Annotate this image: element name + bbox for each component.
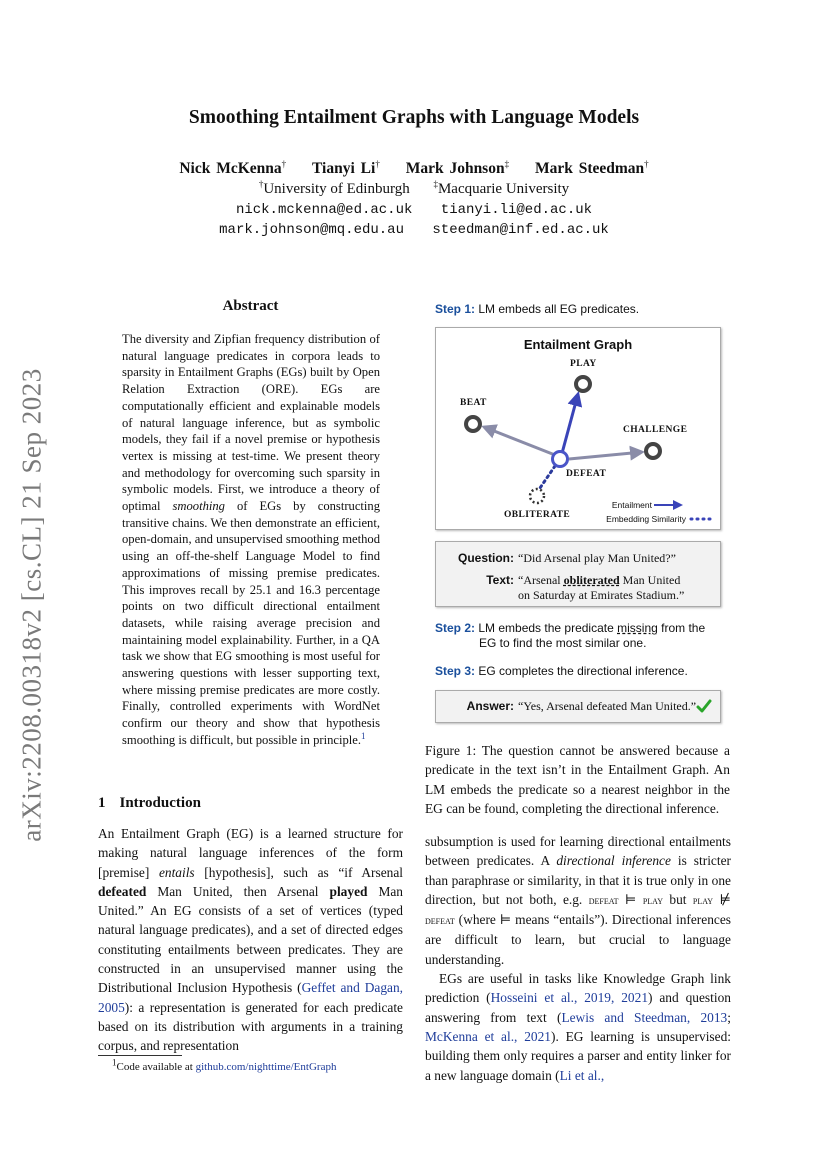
figure-caption: Figure 1: The question cannot be answered because a predicate in the text isn’t in the Entailment Graph. An LM embeds the predicate so a nearest neighbor in the EG can be found, completing the directional inference. (425, 743, 730, 816)
citation-link[interactable]: Lewis and Steedman, 2013 (561, 1009, 728, 1025)
emails-row-1 (0, 202, 828, 218)
node-label: CHALLENGE (623, 425, 688, 435)
citation-link[interactable]: Hosseini et al., 2019, 2021 (490, 990, 649, 1006)
emails-row-2 (0, 222, 828, 238)
author-list (0, 160, 828, 178)
footnote-rule (98, 1055, 182, 1056)
paper-title: Smoothing Entailment Graphs with Language Models (188, 107, 640, 128)
node-label: PLAY (570, 359, 597, 369)
arxiv-sidebar (12, 360, 52, 850)
answer-text: “Yes, Arsenal defeated Man United.” (518, 699, 697, 713)
answer-panel (435, 690, 721, 723)
author: Tianyi Li† (312, 158, 380, 177)
intro-paragraph-right: subsumption is used for learning directional entailments between predicates. A directional inference is stricter than paraphrase or similarity, in that it is true only in one direction, but not both, e.g. defeat ⊨ play but play ⊭ defeat (where ⊨ means “entails”). Directional inferences are difficult to learn, but crucial to language understanding. EGs are useful in tasks like Knowledge Graph link prediction (Hosseini et al., 2019, 2021) and question answering from text (Lewis and Steedman, 2013; McKenna et al., 2021). EG learning is unsupervised: building them only requires a parser and entity linker for a new language domain (Li et al., (425, 834, 732, 1083)
step-2: Step 2: LM embeds the predicate missing from the EG to find the most similar one. (435, 621, 706, 650)
affiliation: †University of Edinburgh (258, 179, 410, 197)
step-3: Step 3: EG completes the directional inference. (435, 664, 688, 678)
graph-title: Entailment Graph (523, 337, 633, 352)
node-label: BEAT (460, 398, 487, 408)
node-label: DEFEAT (566, 469, 607, 479)
node-play (576, 377, 590, 391)
citation-link[interactable]: Geffet and Dagan, 2005 (98, 980, 403, 1015)
node-defeat (553, 452, 568, 467)
abstract-heading: Abstract (222, 298, 279, 314)
passage-text: “Arsenal obliterated Man United on Saturday at Emirates Stadium.” (518, 573, 685, 602)
footnote: $^1$Code available at github.com/nighttime/EntGraph (112, 1057, 337, 1073)
answer-label: Answer: (466, 699, 514, 713)
node-label: OBLITERATE (504, 510, 571, 520)
citation-link[interactable]: Li et al., (559, 1067, 605, 1083)
affiliation: ‡Macquarie University (433, 179, 570, 197)
text-label: Text: (486, 573, 514, 587)
question-panel (435, 541, 721, 607)
node-obliterate (530, 489, 544, 503)
similarity-edge (540, 466, 555, 488)
author: Mark Steedman† (534, 158, 649, 177)
edge-defeat-beat (484, 427, 555, 455)
code-link[interactable]: github.com/nighttime/EntGraph (195, 1061, 337, 1073)
citation-link[interactable]: McKenna et al., 2021 (425, 1028, 551, 1044)
edge-defeat-play (561, 394, 578, 457)
author: Mark Johnson‡ (405, 158, 510, 177)
question-text: “Did Arsenal play Man United?” (518, 551, 676, 565)
affiliations (0, 181, 828, 198)
node-beat (466, 417, 480, 431)
footnote-ref: 1 (361, 730, 366, 741)
entailment-graph-panel (435, 327, 721, 530)
node-challenge (646, 444, 660, 458)
arxiv-id: arXiv:2208.00318v2 [cs.CL] 21 Sep 2023 (16, 368, 47, 842)
step-1: Step 1: LM embeds all EG predicates. (435, 302, 640, 316)
question-label: Question: (458, 551, 514, 565)
author: Nick McKenna† (179, 158, 287, 177)
email: mark.johnson@mq.edu.au (219, 222, 404, 238)
legend-similarity: Embedding Similarity (606, 514, 686, 524)
email: tianyi.li@ed.ac.uk (440, 202, 593, 218)
edge-defeat-challenge (569, 452, 642, 459)
email: steedman@inf.ed.ac.uk (432, 222, 609, 238)
check-icon (696, 698, 712, 714)
intro-paragraph-left: An Entailment Graph (EG) is a learned structure for making natural language inferences of the form [premise] entails [hypothesis], such as “if Arsenal defeated Man United, then Arsenal played Man United.” An EG consists of a set of vertices (typed natural language predicates), and a set of directed edges constituting entailments between predicates. They are constructed in an unsupervised manner using the Distributional Inclusion Hypothesis (Geffet and Dagan, 2005): a representation is generated for each predicate based on its distribution with arguments in a training corpus, and representation (98, 826, 404, 1054)
section-heading: 1 Introduction (98, 795, 201, 811)
email: nick.mckenna@ed.ac.uk (235, 202, 413, 218)
legend-entailment: Entailment (611, 500, 652, 510)
abstract-text: The diversity and Zipfian frequency distribution of natural language predicates in corpora leads to sparsity in Entailment Graphs (EGs) built by Open Relation Extraction (ORE). EGs are computationally efficient and explainable models of natural language inference, but as symbolic models, they fail if a novel premise or hypothesis vertex is missing at test-time. We present theory and methodology for overcoming such sparsity in symbolic models. First, we introduce a theory of optimal smoothing of EGs by constructing transitive chains. We then demonstrate an efficient, open-domain, and unsupervised smoothing method using an off-the-shelf Language Model to find approximations of missing premise predicates. This improves recall by 25.1 and 16.3 percentage points on two difficult directional entailment datasets, while raising average precision and maintaining model explainability. Further, in a QA task we show that EG smoothing is most useful for answering questions with lesser supporting text, where missing premise predicates are more costly. Finally, controlled experiments with WordNet confirm our theory and show that hypothesis smoothing is difficult, but possible in principle.$^1$ (122, 332, 381, 747)
